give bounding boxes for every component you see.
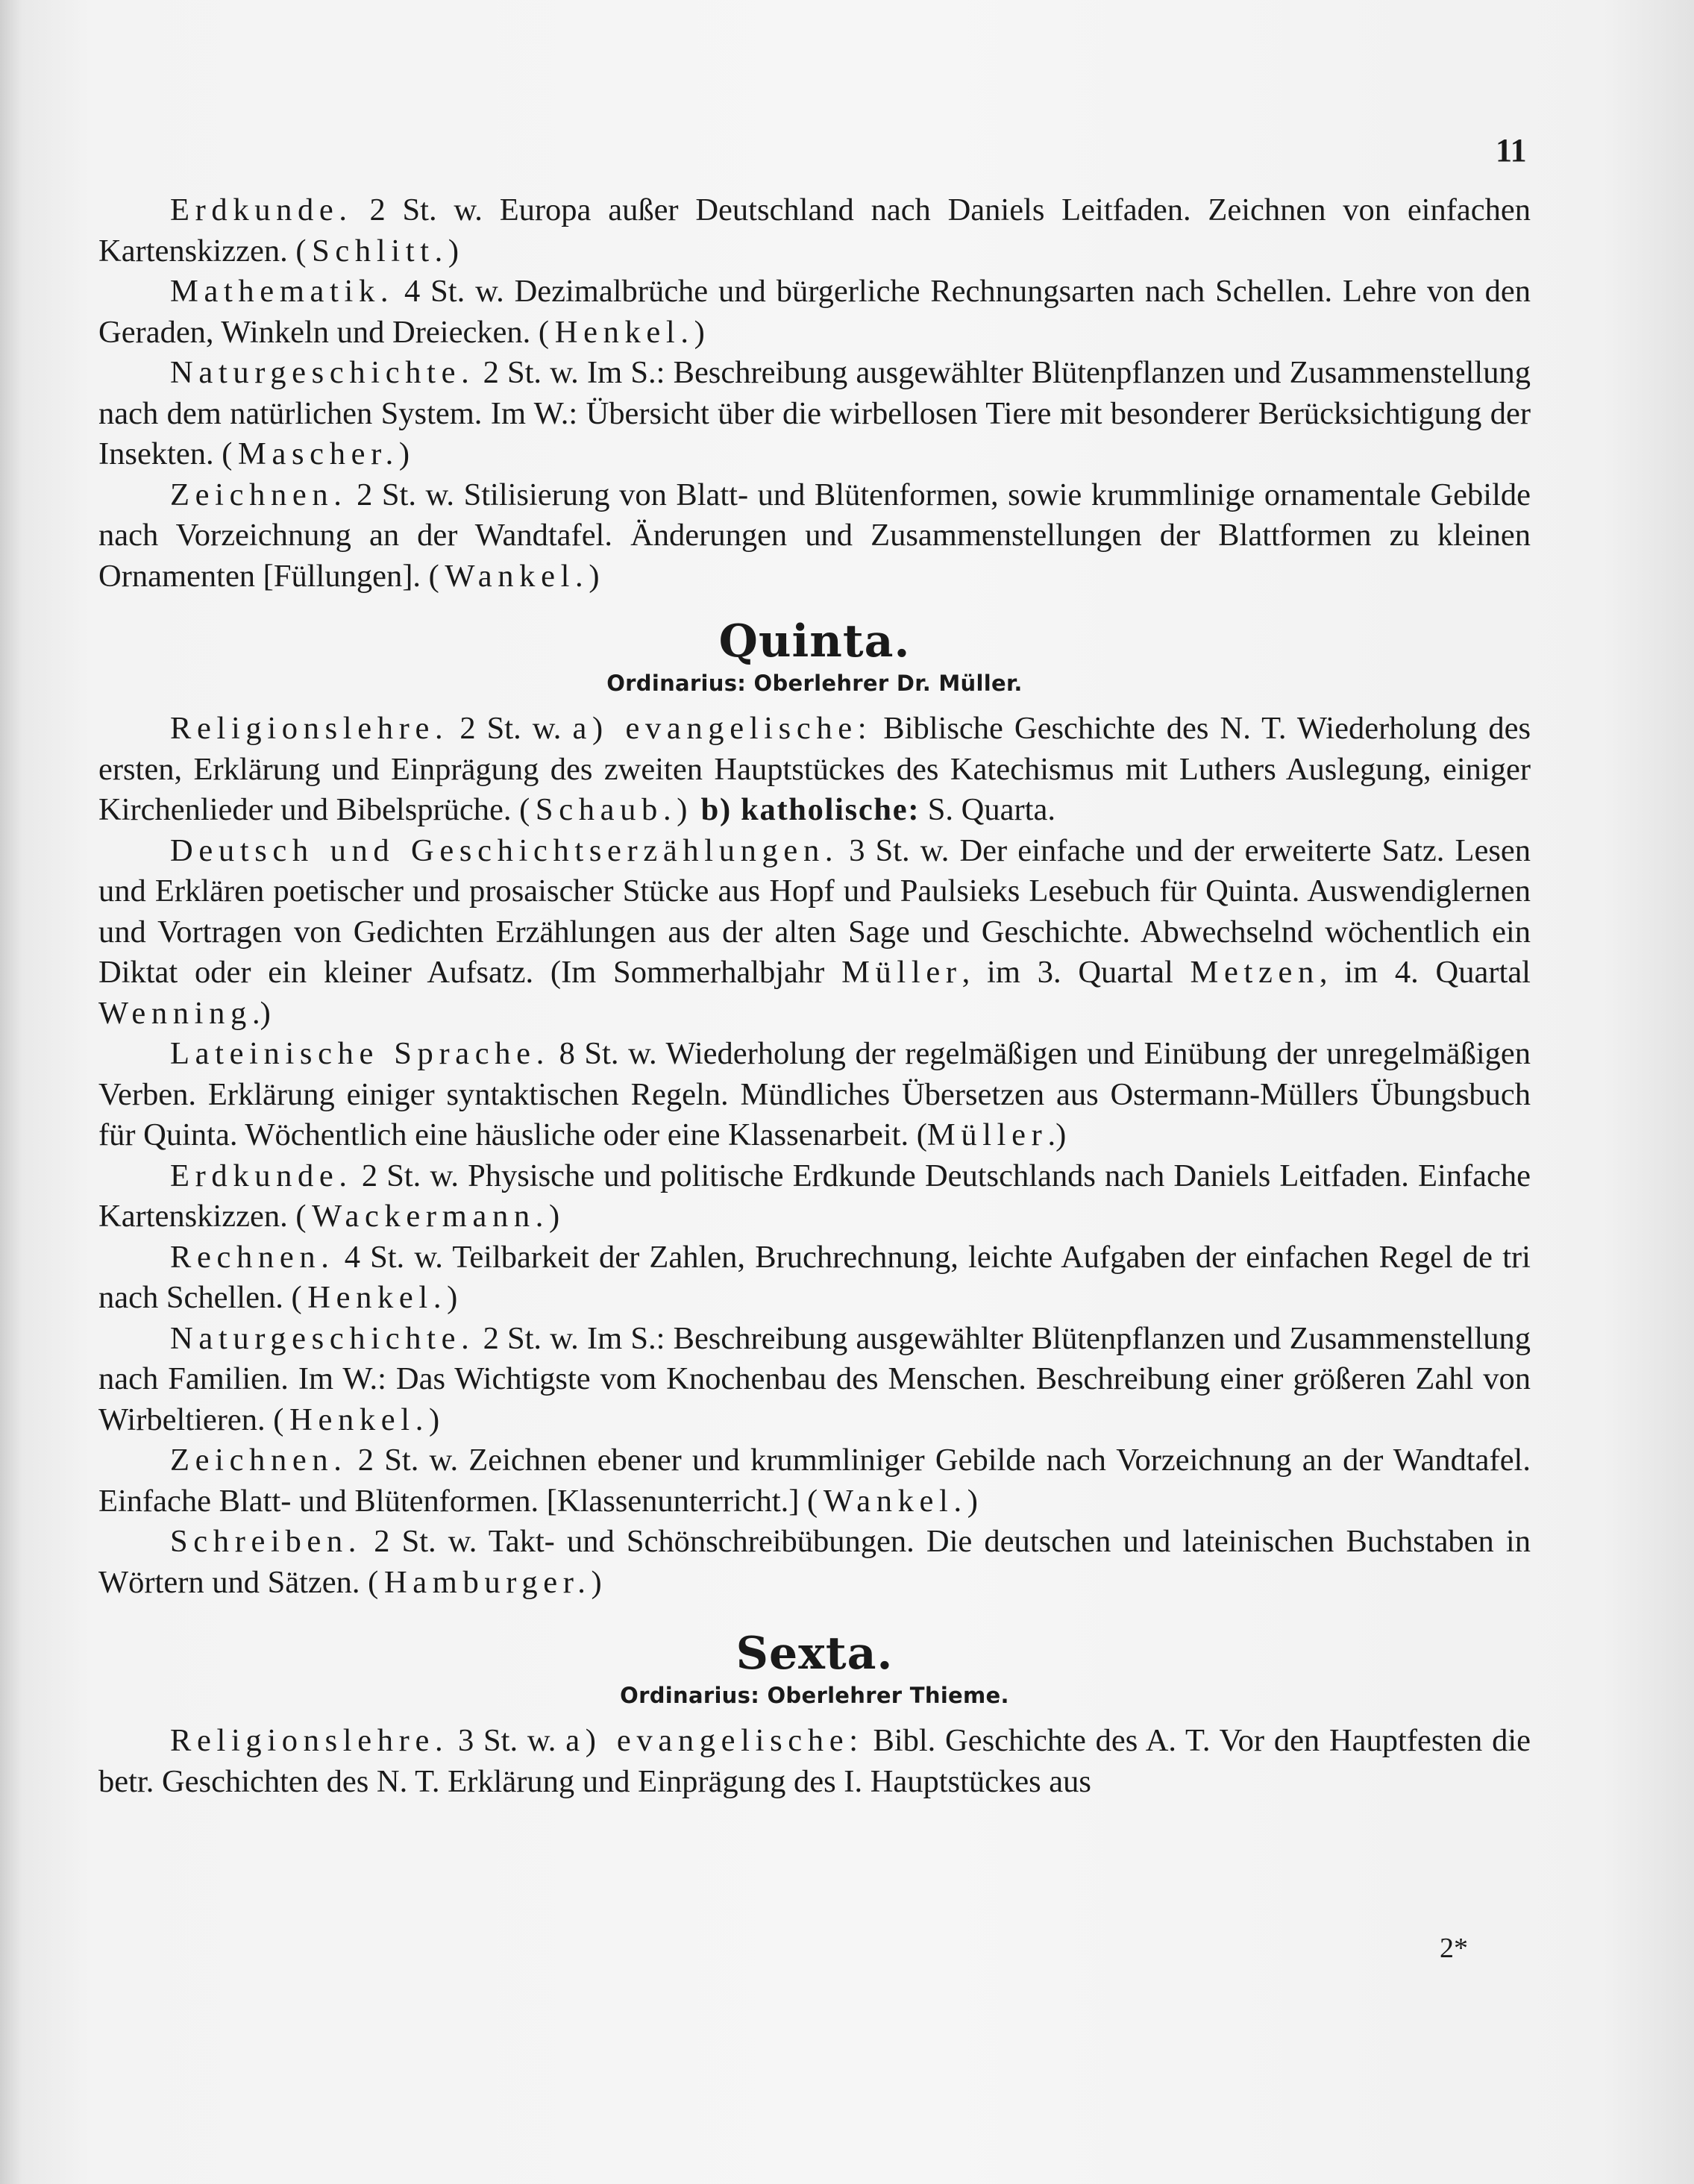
section-heading-quinta: Quinta.: [718, 615, 911, 668]
teacher-name: (Henkel.): [273, 1402, 445, 1437]
denomination-label: b) katholische:: [700, 792, 920, 827]
paragraph-deutsch-quinta: [98, 831, 1531, 1035]
paragraph-text: 2 St. w. Zeichnen ebener und krummliniger Gebilde nach Vorzeichnung an der Wandtafel. Einfache Blatt- und Blütenformen. [Klassenunterricht.]: [98, 1443, 1531, 1519]
paragraph-zeichnen-quinta: [98, 1440, 1531, 1522]
subject-label: Lateinische Sprache.: [170, 1036, 550, 1071]
teacher-name: Müller: [841, 955, 962, 990]
paragraph-zeichnen-top: [98, 475, 1531, 597]
subject-label: Deutsch und Geschichtserzählungen.: [170, 832, 839, 868]
paragraph-naturgeschichte-quinta: [98, 1319, 1531, 1441]
ordinarius-quinta: Ordinarius: Oberlehrer Dr. Müller.: [606, 671, 1023, 696]
paragraph-text: Bibl. Geschichte des A. T. Vor den Hauptfesten die betr. Geschichten des N. T. Erklärung und Einprägung des I. Hauptstückes aus: [98, 1723, 1531, 1799]
teacher-name: (Mascher.): [222, 436, 415, 471]
teacher-name: Müller: [926, 1117, 1048, 1152]
paragraph-schreiben-quinta: [98, 1522, 1531, 1603]
teacher-name: Wenning: [98, 995, 252, 1031]
subject-label: Naturgeschichte.: [170, 1320, 475, 1356]
paragraph-religion-sexta: [98, 1721, 1531, 1802]
paragraph-text: 8 St. w. Wiederholung der regelmäßigen und Einübung der unregelmäßigen Verben. Erklärung einiger syntaktischen Regeln. Mündliches Übersetzen aus Ostermann-Müllers Übungsbuch für Quinta. Wöchentlich eine häusliche oder eine Klassenarbeit. (: [98, 1036, 1531, 1152]
paragraph-tail: .): [1047, 1117, 1067, 1152]
subject-label: Erdkunde.: [170, 1158, 353, 1193]
paragraph-text: 2 St. w. Im S.: Beschreibung ausgewählter Blütenpflanzen und Zusammenstellung nach Familien. Im W.: Das Wichtigste vom Knochenbau des Menschen. Beschreibung einer größeren Zahl von Wirbeltieren.: [98, 1320, 1531, 1437]
paragraph-text: 3 St. w.: [448, 1723, 566, 1758]
teacher-name: (Wackermann.): [295, 1199, 565, 1234]
paragraph-mathematik: [98, 272, 1531, 353]
paragraph-naturgeschichte-top: [98, 353, 1531, 475]
denomination-label: a) evangelische:: [565, 1723, 864, 1758]
paragraph-text: .): [251, 995, 271, 1031]
teacher-name: (Hamburger.): [368, 1564, 608, 1600]
subject-label: Erdkunde.: [170, 192, 353, 228]
subject-label: Rechnen.: [170, 1239, 335, 1275]
paragraph-erdkunde-quinta: [98, 1156, 1531, 1237]
signature-mark: 2*: [1440, 1933, 1468, 1964]
teacher-name: (Wankel.): [807, 1483, 984, 1519]
paragraph-text: S. Quarta.: [920, 792, 1055, 827]
ordinarius-sexta: Ordinarius: Oberlehrer Thieme.: [620, 1683, 1009, 1708]
section-heading-sexta: Sexta.: [735, 1628, 894, 1680]
paragraph-text: 2 St. w. Im S.: Beschreibung ausgewählter Blütenpflanzen und Zusammenstellung nach dem natürlichen System. Im W.: Übersicht über die wirbellosen Tiere mit besonderer Berücksichtigung der Insekten.: [98, 355, 1531, 471]
denomination-label: a) evangelische:: [572, 711, 873, 746]
paragraph-text: 2 St. w. Stilisierung von Blatt- und Blütenformen, sowie krummlinige ornamentale Gebilde nach Vorzeichnung an der Wandtafel. Änderungen und Zusammenstellungen der Blattformen zu kleinen Ornamenten [Füllungen].: [98, 477, 1531, 594]
paragraph-erdkunde-top: [98, 190, 1531, 272]
subject-label: Zeichnen.: [170, 1443, 348, 1478]
paragraph-text: , im 4. Quartal: [1319, 955, 1531, 990]
teacher-name: (Henkel.): [291, 1280, 463, 1315]
paragraph-text: 4 St. w. Teilbarkeit der Zahlen, Bruchrechnung, leichte Aufgaben der einfachen Regel de tri nach Schellen.: [98, 1239, 1531, 1315]
subject-label: Schreiben.: [170, 1524, 363, 1559]
paragraph-text: 3 St. w. Der einfache und der erweiterte Satz. Lesen und Erklären poetischer und prosaischer Stücke aus Hopf und Paulsieks Lesebuch für Quinta. Auswendiglernen und Vortragen von Gedichten Erzählungen aus der alten Sage und Geschichte. Abwechselnd wöchentlich ein Diktat oder ein kleiner Aufsatz. (Im Sommerhalbjahr: [98, 832, 1531, 990]
paragraph-rechnen-quinta: [98, 1237, 1531, 1319]
paragraph-text: 2 St. w. Europa außer Deutschland nach Daniels Leitfaden. Zeichnen von einfachen Kartenskizzen.: [98, 192, 1531, 269]
subject-label: Zeichnen.: [170, 477, 348, 512]
paragraph-text: Biblische Geschichte des N. T. Wiederholung des ersten, Erklärung und Einprägung des zweiten Hauptstückes des Katechismus mit Luthers Auslegung, einiger Kirchenlieder und Bibelsprüche.: [98, 711, 1531, 827]
teacher-name: (Henkel.): [538, 314, 711, 350]
paragraph-text: 2 St. w. Takt- und Schönschreibübungen. Die deutschen und lateinischen Buchstaben in Wörtern und Sätzen.: [98, 1524, 1531, 1600]
teacher-name: (Wankel.): [428, 558, 606, 594]
teacher-name: (Schaub.): [519, 792, 694, 827]
subject-label: Religionslehre.: [170, 711, 449, 746]
page-content: [98, 190, 1531, 1802]
paragraph-text: 4 St. w. Dezimalbrüche und bürgerliche Rechnungsarten nach Schellen. Lehre von den Geraden, Winkeln und Dreiecken.: [98, 274, 1531, 350]
page-number: 11: [1496, 132, 1527, 169]
subject-label: Naturgeschichte.: [170, 355, 475, 390]
paragraph-text: , im 3. Quartal: [961, 955, 1190, 990]
teacher-name: (Schlitt.): [295, 233, 465, 269]
teacher-name: Metzen: [1190, 955, 1320, 990]
paragraph-latein-quinta: [98, 1034, 1531, 1156]
paragraph-text: 2 St. w.: [448, 711, 573, 746]
subject-label: Mathematik.: [170, 274, 395, 309]
subject-label: Religionslehre.: [170, 1723, 449, 1758]
paragraph-text: 2 St. w. Physische und politische Erdkunde Deutschlands nach Daniels Leitfaden. Einfache Kartenskizzen.: [98, 1158, 1531, 1234]
paragraph-religion-quinta: [98, 709, 1531, 831]
